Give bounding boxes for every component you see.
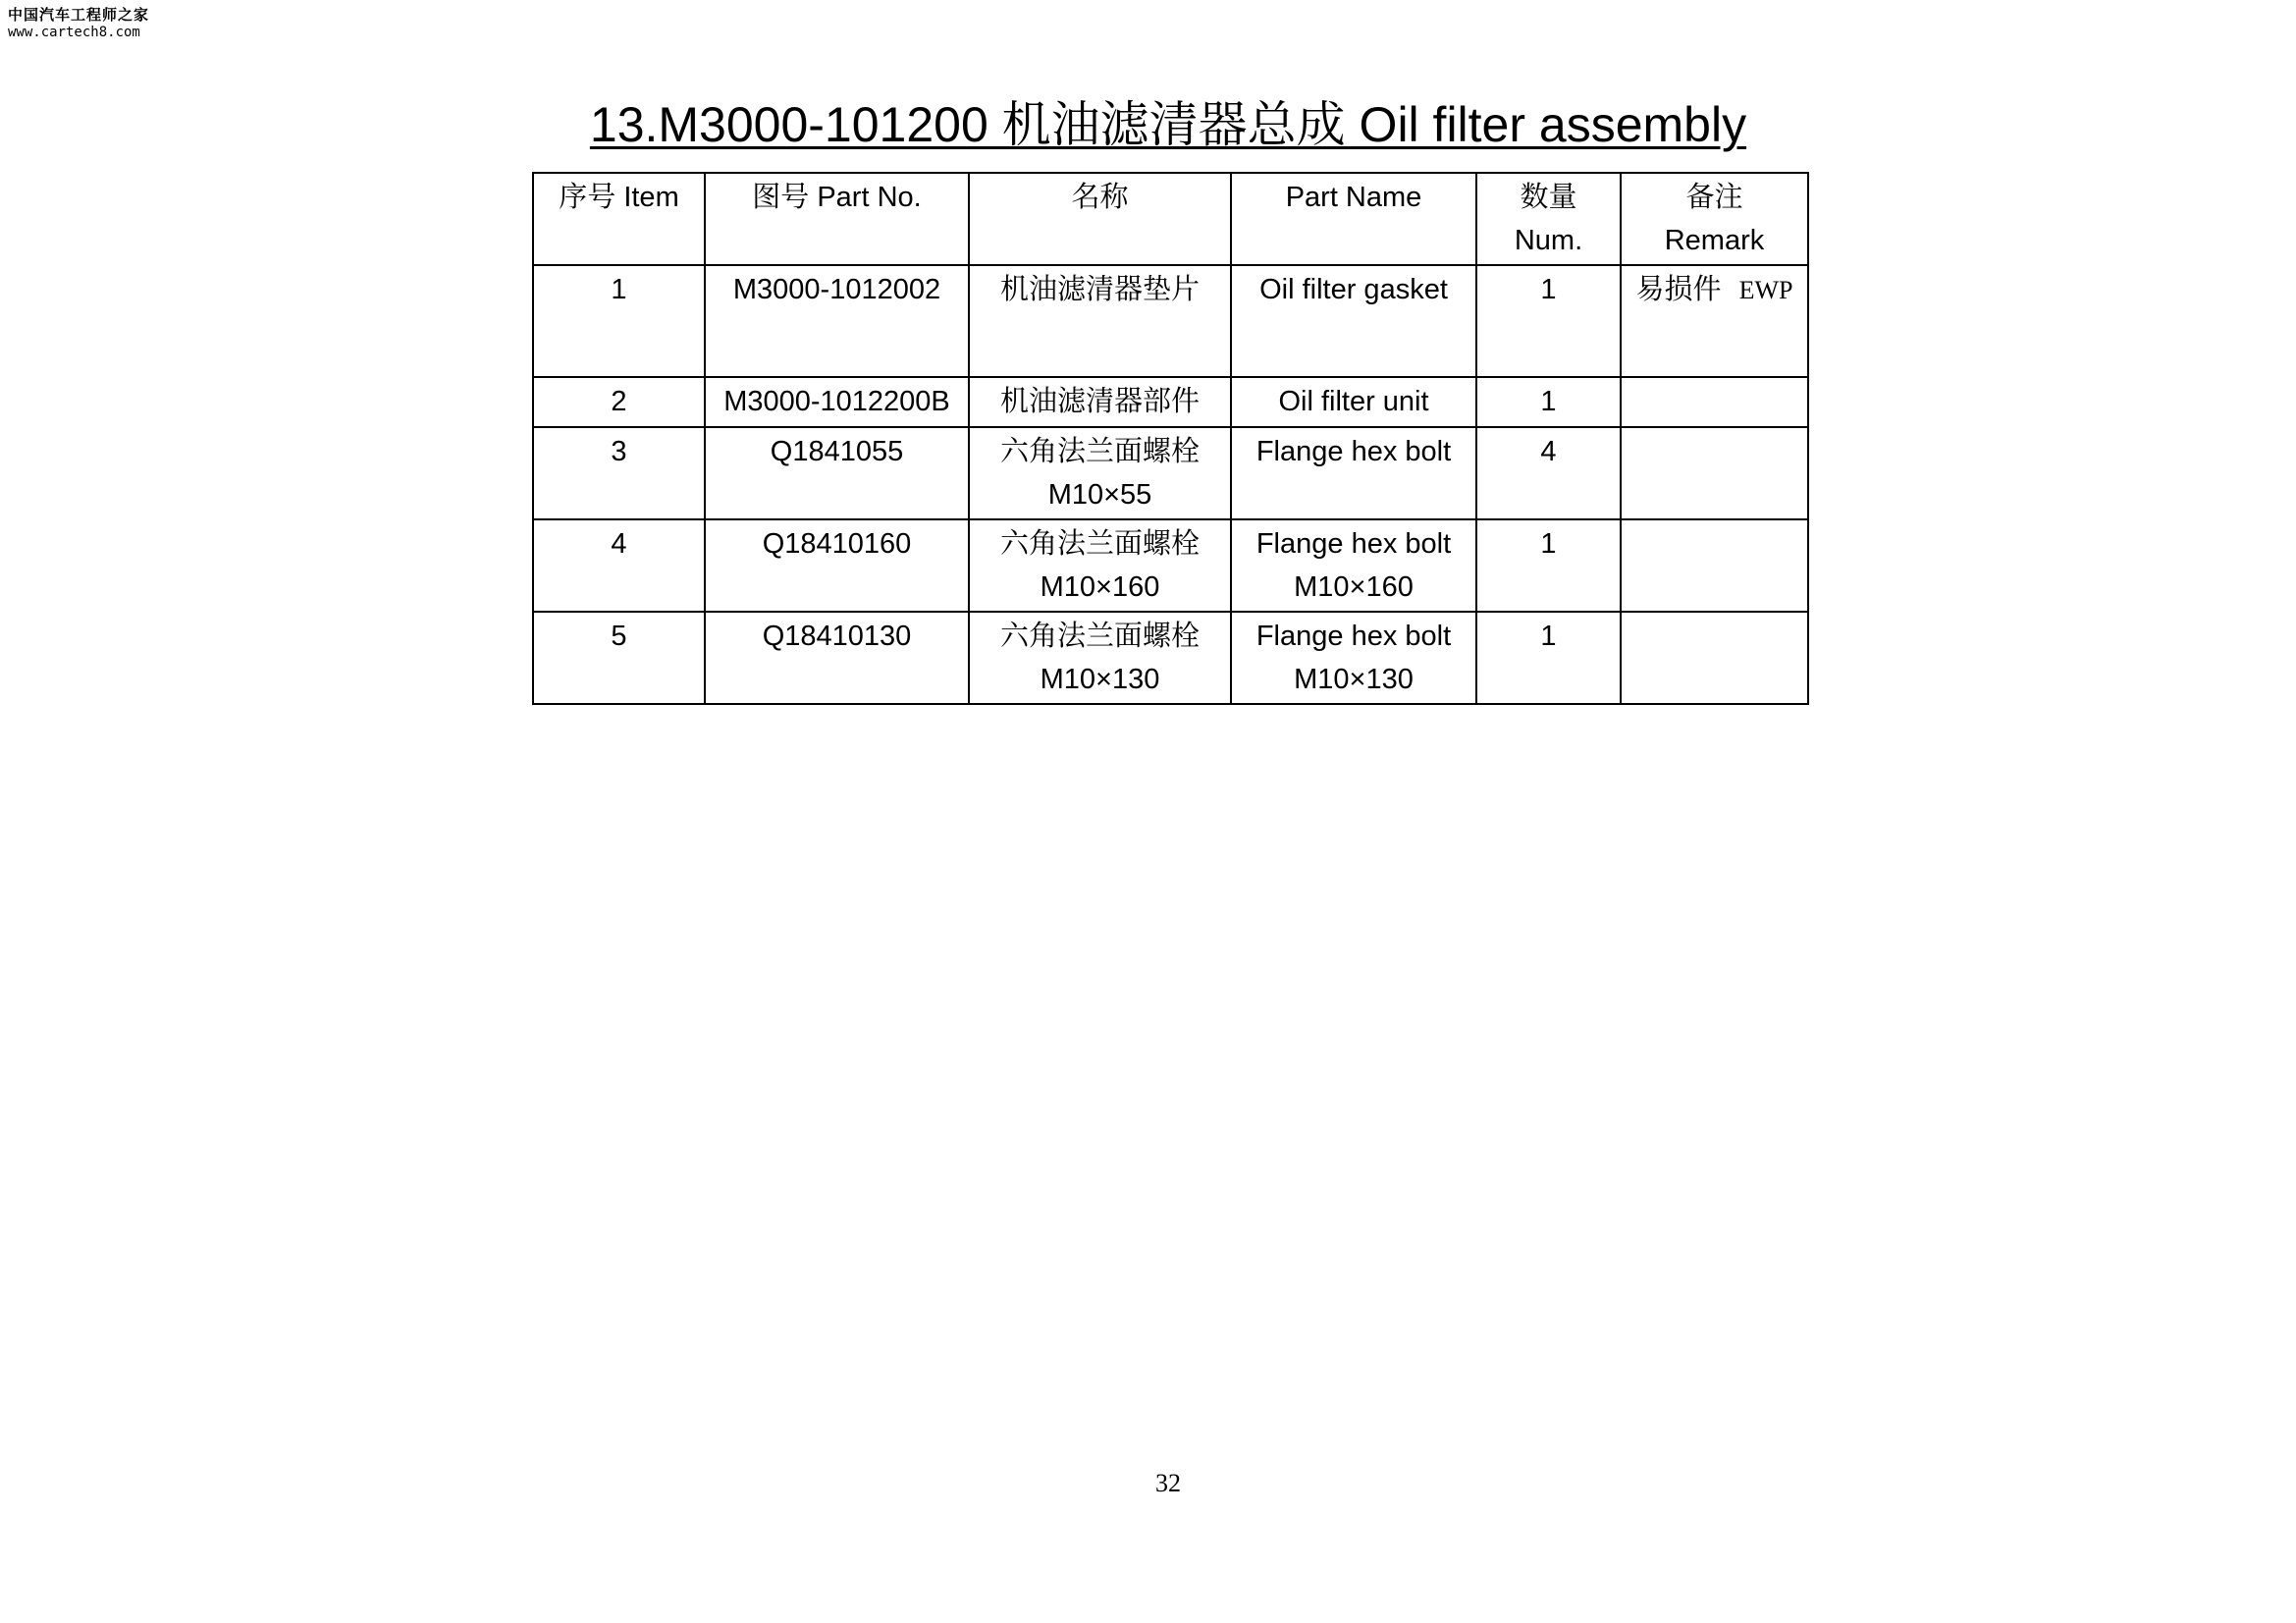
remark-code: EWP xyxy=(1738,276,1793,304)
cell-item: 2 xyxy=(533,377,705,427)
cell-item: 1 xyxy=(533,265,705,377)
watermark xyxy=(8,6,149,41)
header-part-name: Part Name xyxy=(1231,173,1476,265)
cell-name-cn: 机油滤清器垫片 xyxy=(969,265,1231,377)
cell-name-cn: 机油滤清器部件 xyxy=(969,377,1231,427)
cell-part-name: Flange hex bolt M10×130 xyxy=(1231,612,1476,704)
cell-part-no: Q18410160 xyxy=(705,519,969,612)
table-header-row xyxy=(533,173,1808,265)
cell-part-name: Flange hex bolt xyxy=(1231,427,1476,519)
table-row xyxy=(533,265,1808,377)
cell-num: 1 xyxy=(1476,612,1621,704)
cell-item: 3 xyxy=(533,427,705,519)
cell-part-name: Oil filter gasket xyxy=(1231,265,1476,377)
table-row xyxy=(533,427,1808,519)
cell-part-name: Oil filter unit xyxy=(1231,377,1476,427)
header-remark: 备注 Remark xyxy=(1621,173,1808,265)
cell-item: 4 xyxy=(533,519,705,612)
cell-num: 1 xyxy=(1476,377,1621,427)
cell-name-cn: 六角法兰面螺栓 M10×55 xyxy=(969,427,1231,519)
table-row xyxy=(533,377,1808,427)
parts-table xyxy=(532,172,1809,705)
cell-part-no: Q18410130 xyxy=(705,612,969,704)
cell-name-cn: 六角法兰面螺栓 M10×130 xyxy=(969,612,1231,704)
watermark-url: www.cartech8.com xyxy=(8,24,140,40)
cell-remark xyxy=(1621,519,1808,612)
table-row xyxy=(533,519,1808,612)
header-name-cn: 名称 xyxy=(969,173,1231,265)
cell-num: 1 xyxy=(1476,519,1621,612)
page-number: 32 xyxy=(1155,1469,1181,1497)
cell-item: 5 xyxy=(533,612,705,704)
table-row xyxy=(533,612,1808,704)
cell-part-no: Q1841055 xyxy=(705,427,969,519)
header-num: 数量 Num. xyxy=(1476,173,1621,265)
header-part-no: 图号 Part No. xyxy=(705,173,969,265)
remark-cn: 易损件 xyxy=(1635,274,1722,305)
cell-part-name: Flange hex bolt M10×160 xyxy=(1231,519,1476,612)
cell-part-no: M3000-1012002 xyxy=(705,265,969,377)
cell-num: 1 xyxy=(1476,265,1621,377)
cell-remark xyxy=(1621,377,1808,427)
page-title-text: 13.M3000-101200 机油滤清器总成 Oil filter assembly xyxy=(589,97,1747,152)
cell-name-cn: 六角法兰面螺栓 M10×160 xyxy=(969,519,1231,612)
cell-num: 4 xyxy=(1476,427,1621,519)
watermark-title: 中国汽车工程师之家 xyxy=(8,6,150,24)
cell-remark xyxy=(1621,612,1808,704)
cell-remark xyxy=(1621,265,1808,377)
header-item: 序号 Item xyxy=(533,173,705,265)
page-title xyxy=(0,98,2296,152)
cell-part-no: M3000-1012200B xyxy=(705,377,969,427)
cell-remark xyxy=(1621,427,1808,519)
